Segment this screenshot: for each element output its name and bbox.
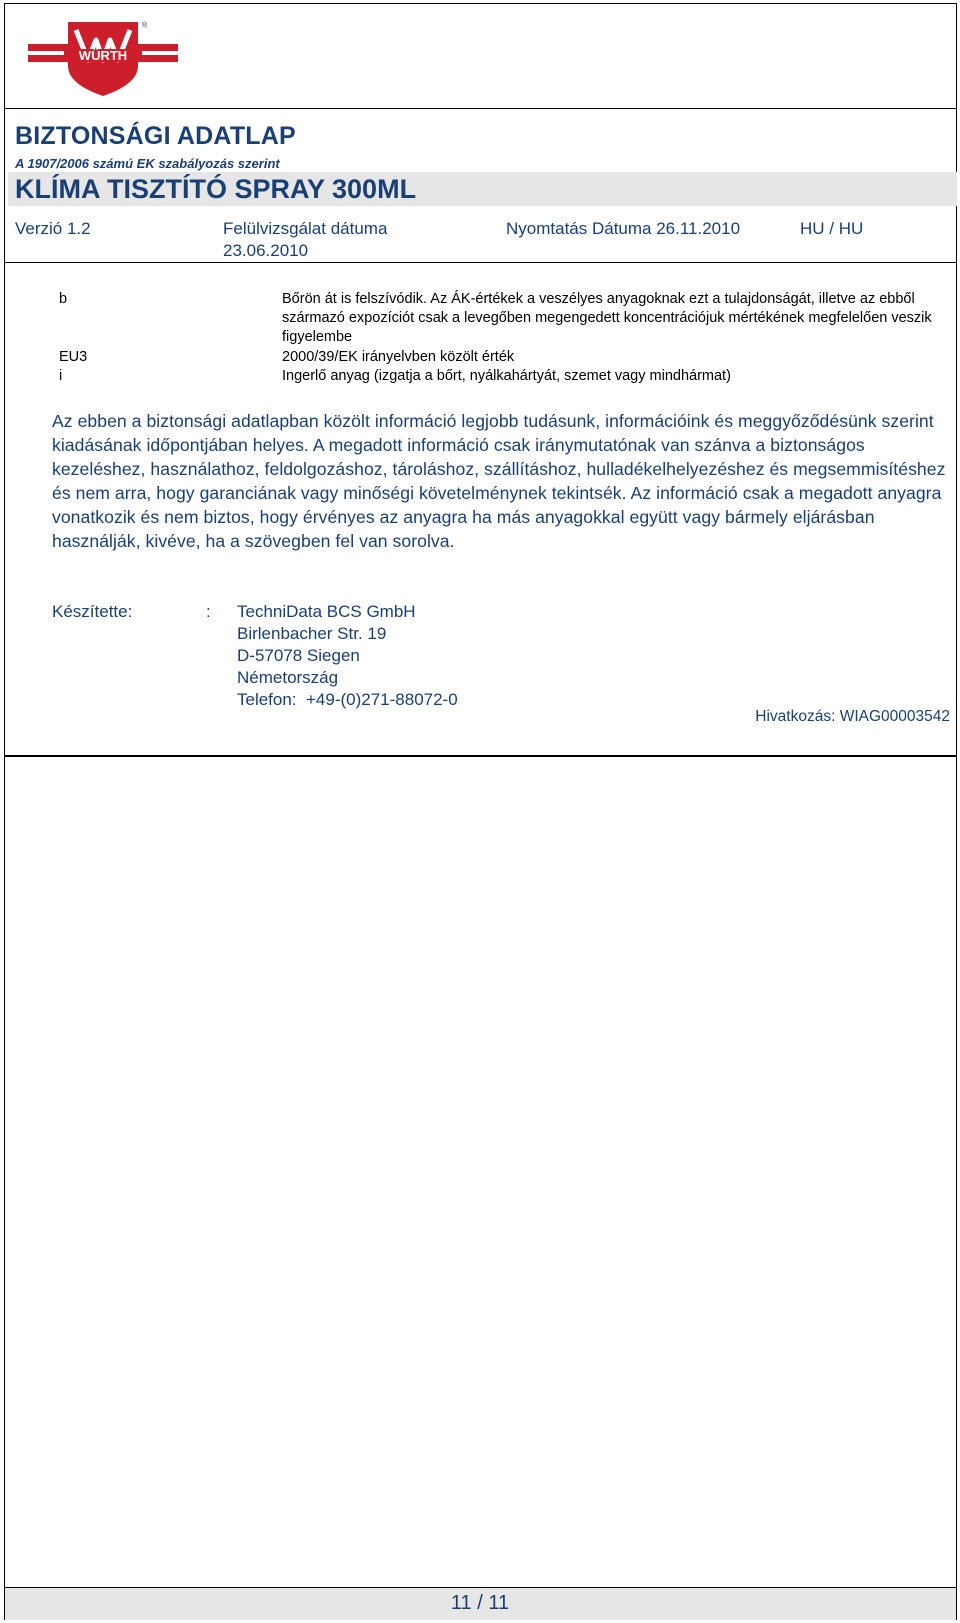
company-phone: Telefon: +49-(0)271-88072-0	[237, 690, 458, 709]
reference-number: Hivatkozás: WIAG00003542	[755, 708, 950, 725]
revision-date: 23.06.2010	[223, 241, 309, 260]
language: HU / HU	[800, 219, 864, 238]
prepared-by-separator: :	[206, 602, 211, 621]
page-frame	[4, 3, 957, 1620]
wurth-logo	[28, 20, 178, 98]
content-end-rule	[4, 755, 957, 757]
regulation-subtitle: A 1907/2006 számú EK szabályozás szerint	[15, 156, 280, 171]
abbr-key-i: i	[59, 368, 63, 384]
disclaimer-paragraph: Az ebben a biztonsági adatlapban közölt információ legjobb tudásunk, információink és meggyőződésünk szerint kiadásának időpontjában helyes. A megadott információ csak iránymutatónak van szánva a biztonságos kezeléshez, használathoz, feldolgozáshoz, tároláshoz, szállításhoz, hulladékelhelyezéshez és megsemmisítéshez és nem arra, hogy garanciának vagy minőségi követelménynek tekintsék. Az információ csak a megadott anyagra vonatkozik és nem biztos, hogy érvényes az anyagra ha más anyagokkal együtt vagy bármely eljárásban használják, kivéve, ha a szövegben fel van sorolva.	[52, 411, 946, 551]
registered-mark: ®	[142, 22, 148, 29]
company-city: D-57078 Siegen	[237, 646, 360, 665]
product-name: KLÍMA TISZTÍTÓ SPRAY 300ML	[15, 174, 417, 204]
header-rule-top	[4, 108, 957, 109]
page-number: 11 / 11	[450, 1592, 510, 1614]
abbr-text-b: Bőrön át is felszívódik. Az ÁK-értékek a veszélyes anyagoknak ezt a tulajdonságát, illetve az ebből származó expozíciót csak a levegőben megengedett koncentrációjuk mértékének megfelelően veszik figyelembe	[282, 291, 932, 345]
abbr-key-b: b	[59, 291, 68, 307]
abbr-text-eu3: 2000/39/EK irányelvben közölt érték	[282, 349, 515, 365]
logo-text: WÜRTH	[78, 48, 128, 63]
version: Verzió 1.2	[15, 219, 91, 238]
header-rule-bottom	[4, 262, 957, 263]
company-name: TechniData BCS GmbH	[237, 602, 416, 621]
abbr-text-i: Ingerlő anyag (izgatja a bőrt, nyálkahártyát, szemet vagy mindhármat)	[282, 368, 731, 384]
prepared-by-label: Készítette:	[52, 602, 133, 621]
print-date: Nyomtatás Dátuma 26.11.2010	[506, 219, 741, 238]
company-country: Németország	[237, 668, 339, 687]
document-title: BIZTONSÁGI ADATLAP	[15, 122, 296, 150]
abbr-key-eu3: EU3	[59, 349, 88, 365]
revision-label: Felülvizsgálat dátuma	[223, 219, 388, 238]
company-street: Birlenbacher Str. 19	[237, 624, 387, 643]
